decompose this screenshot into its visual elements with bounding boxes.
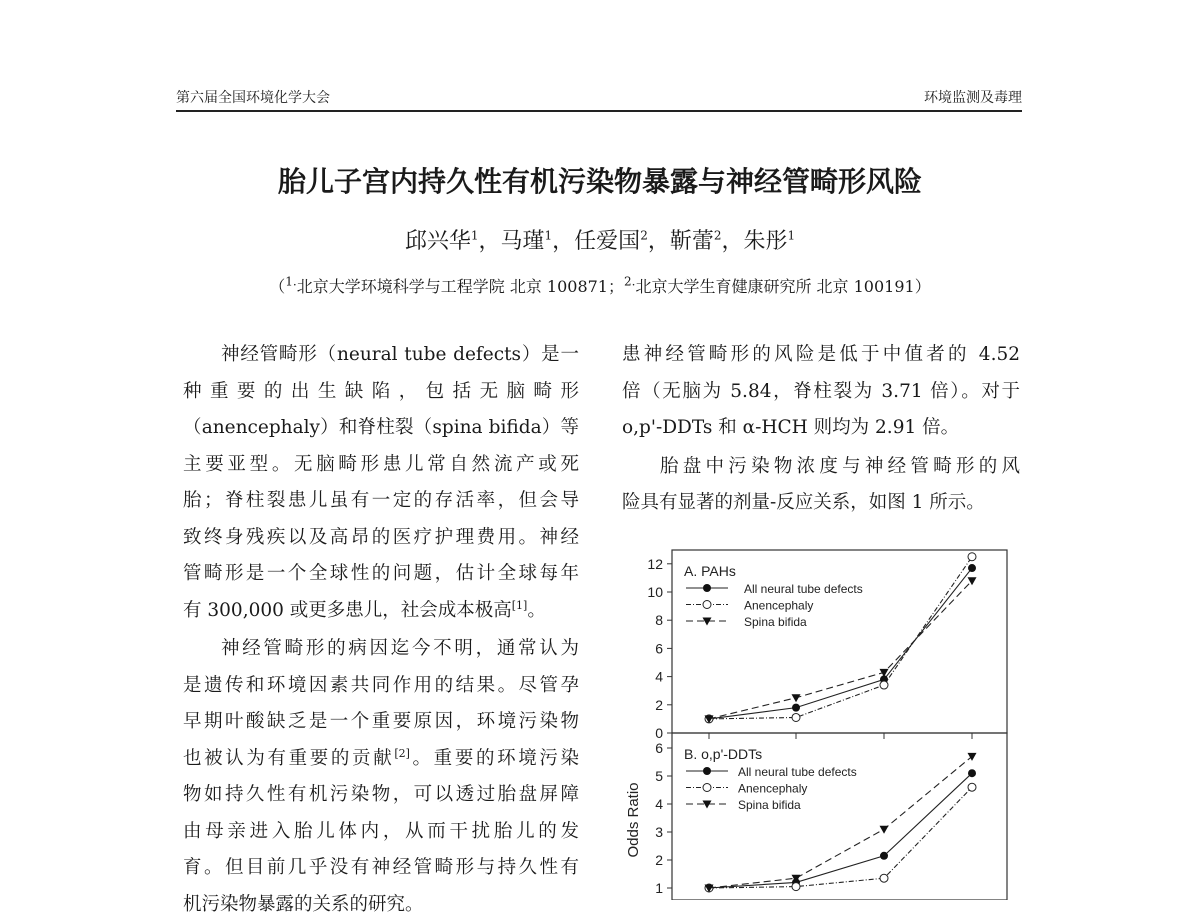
aff-close: ） xyxy=(915,277,931,296)
panel-a xyxy=(647,550,1007,741)
text-line: 神经管畸形（neural tube defects）是一 xyxy=(183,337,579,374)
author-list xyxy=(0,224,1200,255)
data-point xyxy=(880,681,888,689)
legend-label: Anencephaly xyxy=(744,599,813,613)
text-span: 也被认为有重要的贡献 xyxy=(183,748,394,769)
text-line: 由母亲进入胎儿体内，从而干扰胎儿的发 xyxy=(183,814,579,851)
text-line: 管畸形是一个全球性的问题，估计全球每年 xyxy=(183,556,579,593)
citation-1[interactable]: [1] xyxy=(512,598,528,611)
author-separator: ， xyxy=(722,229,744,254)
text-line: 机污染物暴露的关系的研究。 xyxy=(183,887,579,923)
citation-2[interactable]: [2] xyxy=(394,746,410,759)
aff-open: （ xyxy=(269,277,285,296)
author-affiliation-mark: 1 xyxy=(545,229,553,243)
data-point xyxy=(792,704,800,712)
figure-1-chart xyxy=(600,540,1020,900)
data-point xyxy=(880,826,889,834)
data-point xyxy=(968,553,976,561)
text-line: 患神经管畸形的风险是低于中值者的 4.52 xyxy=(622,337,1020,374)
panel-b xyxy=(655,733,1007,900)
y-tick-label: 3 xyxy=(655,824,663,840)
text-line xyxy=(183,593,579,630)
text-line: 倍（无脑为 5.84，脊柱裂为 3.71 倍）。对于 xyxy=(622,374,1020,411)
y-tick-label: 8 xyxy=(655,612,663,628)
data-point xyxy=(792,694,801,702)
author-affiliation-mark: 1 xyxy=(788,229,796,243)
author-affiliation-mark: 2 xyxy=(714,229,722,243)
y-tick-label: 12 xyxy=(647,556,663,572)
y-tick-label: 4 xyxy=(655,796,663,812)
data-point xyxy=(880,874,888,882)
affiliation-2: 北京大学生育健康研究所 北京 100191 xyxy=(635,277,914,296)
text-line: 育。但目前几乎没有神经管畸形与持久性有 xyxy=(183,850,579,887)
panel-title: A. PAHs xyxy=(684,563,736,579)
text-line xyxy=(183,741,579,778)
y-axis-label: Odds Ratio xyxy=(625,782,642,857)
author-affiliation-mark: 2 xyxy=(640,229,648,243)
legend-label: Anencephaly xyxy=(738,782,807,796)
aff-sup-1: 1. xyxy=(285,275,296,289)
y-tick-label: 0 xyxy=(655,725,663,741)
data-point xyxy=(968,564,976,572)
author-separator: ， xyxy=(478,229,500,254)
author-name: 靳蕾 xyxy=(670,229,714,254)
legend-marker xyxy=(703,584,711,592)
running-header-right: 环境监测及毒理 xyxy=(924,87,1022,107)
y-tick-label: 2 xyxy=(655,697,663,713)
paragraph-1 xyxy=(183,337,579,629)
data-point xyxy=(968,769,976,777)
legend-label: Spina bifida xyxy=(738,798,801,812)
legend-marker xyxy=(703,601,711,609)
y-tick-label: 6 xyxy=(655,640,663,656)
author-separator: ， xyxy=(552,229,574,254)
paper-title: 胎儿子宫内持久性有机污染物暴露与神经管畸形风险 xyxy=(0,160,1200,200)
text-line: 胎盘中污染物浓度与神经管畸形的风 xyxy=(622,449,1020,486)
text-line: 神经管畸形的病因迄今不明，通常认为 xyxy=(183,631,579,668)
text-line: 种重要的出生缺陷，包括无脑畸形 xyxy=(183,374,579,411)
author-separator: ， xyxy=(648,229,670,254)
data-point xyxy=(968,783,976,791)
data-point xyxy=(792,883,800,891)
text-line: 主要亚型。无脑畸形患儿常自然流产或死 xyxy=(183,447,579,484)
y-tick-label: 2 xyxy=(655,852,663,868)
legend-label: Spina bifida xyxy=(744,615,807,629)
author-name: 朱彤 xyxy=(744,229,788,254)
text-line: 险具有显著的剂量-反应关系，如图 1 所示。 xyxy=(622,485,1020,522)
left-column xyxy=(183,337,579,923)
author-name: 任爱国 xyxy=(574,229,640,254)
text-line: （anencephaly）和脊柱裂（spina bifida）等 xyxy=(183,410,579,447)
text-line: o,p'-DDTs 和 α-HCH 则均为 2.91 倍。 xyxy=(622,410,1020,447)
text-line: 是遗传和环境因素共同作用的结果。尽管孕 xyxy=(183,668,579,705)
text-span: 。 xyxy=(527,600,546,621)
text-line: 胎；脊柱裂患儿虽有一定的存活率，但会导 xyxy=(183,483,579,520)
legend-label: All neural tube defects xyxy=(744,582,863,596)
text-span: 。重要的环境污染 xyxy=(410,748,579,769)
text-line: 致终身残疾以及高昂的医疗护理费用。神经 xyxy=(183,520,579,557)
panel-title: B. o,p'-DDTs xyxy=(684,746,762,762)
author-affiliation-mark: 1 xyxy=(471,229,479,243)
author-name: 马瑾 xyxy=(501,229,545,254)
aff-sup-2: 2. xyxy=(624,275,635,289)
legend-label: All neural tube defects xyxy=(738,765,857,779)
data-point xyxy=(792,713,800,721)
y-tick-label: 5 xyxy=(655,768,663,784)
paragraph-2 xyxy=(183,631,579,923)
header-rule xyxy=(176,110,1022,112)
text-line: 物如持久性有机污染物，可以透过胎盘屏障 xyxy=(183,777,579,814)
affiliation-1: 北京大学环境科学与工程学院 北京 100871； xyxy=(297,277,624,296)
y-tick-label: 10 xyxy=(647,584,663,600)
affiliations xyxy=(0,274,1200,297)
text-line: 早期叶酸缺乏是一个重要原因，环境污染物 xyxy=(183,704,579,741)
text-span: 有 300,000 或更多患儿，社会成本极高 xyxy=(183,600,512,621)
running-header-left: 第六届全国环境化学大会 xyxy=(176,87,330,107)
y-tick-label: 4 xyxy=(655,669,663,685)
y-tick-label: 1 xyxy=(655,880,663,896)
legend-marker xyxy=(703,784,711,792)
data-point xyxy=(880,852,888,860)
author-name: 邱兴华 xyxy=(405,229,471,254)
legend-marker xyxy=(703,767,711,775)
y-tick-label: 6 xyxy=(655,740,663,756)
right-column xyxy=(622,337,1020,522)
